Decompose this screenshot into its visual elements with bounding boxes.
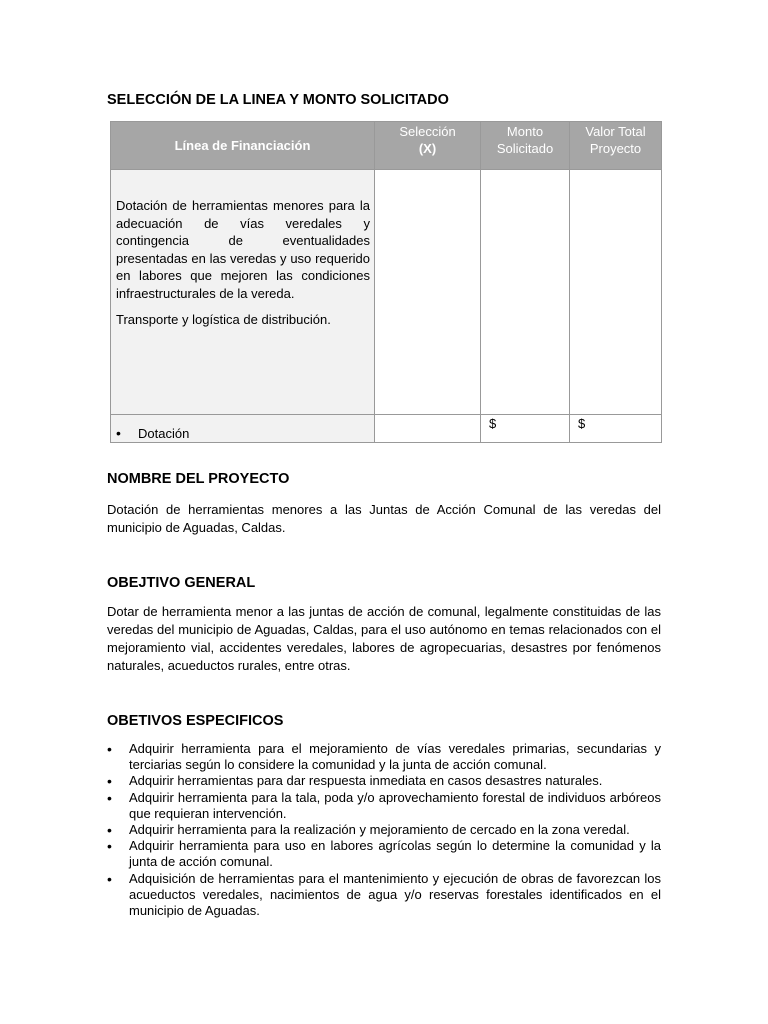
header-seleccion-x: (X) [418,141,437,156]
bullet-item-label: Dotación [138,426,190,441]
header-seleccion-label: Selección [399,124,456,139]
description-paragraph-1: Dotación de herramientas menores para la adecuación de vías veredales y contingencia de eventualidades presentadas en las veredas y uso requerido en labores que mejoren las condiciones infraestructurales de la vereda. [116,198,370,301]
list-item [107,838,661,870]
objective-text: Adquisición de herramientas para el mantenimiento y ejecución de obras de favorezcan los acueductos veredales, nacimientos de agua y/o reservas forestales identificados en el municipio de Aguadas. [129,870,661,919]
bullet-icon: • [116,425,121,441]
header-seleccion [375,122,481,170]
bullet-icon: • [107,789,112,806]
valor-cell-empty [570,170,662,415]
bullet-icon: • [107,822,112,839]
table-row-description [111,170,662,415]
bullet-cell [111,415,375,443]
list-item [107,741,661,773]
description-paragraph-2: Transporte y logística de distribución. [116,312,331,327]
selection-cell [375,170,481,415]
financing-table [110,121,662,443]
monto-value-cell: $ [481,415,570,443]
section-heading-objetivo-general: OBEJTIVO GENERAL [107,575,256,591]
section-heading-objetivos-especificos: OBETIVOS ESPECIFICOS [107,713,284,729]
selection-cell-dotacion [375,415,481,443]
list-item [116,425,374,442]
list-item [107,871,661,920]
section-heading-seleccion: SELECCIÓN DE LA LINEA Y MONTO SOLICITADO [107,92,449,108]
project-name-text: Dotación de herramientas menores a las Juntas de Acción Comunal de las veredas del municipio de Aguadas, Caldas. [107,502,661,535]
valor-value-cell: $ [570,415,662,443]
objective-text: Adquirir herramienta para la realización y mejoramiento de cercado en la zona veredal. [129,822,630,838]
objective-text: Adquirir herramientas para dar respuesta inmediata en casos desastres naturales. [129,773,603,789]
objective-text: Adquirir herramienta para uso en labores agrícolas según lo determine la comunidad y la junta de acción comunal. [129,838,661,870]
general-objective-text: Dotar de herramienta menor a las juntas de acción de comunal, legalmente constituidas de las veredas del municipio de Aguadas, Caldas, para el uso autónomo en temas relacionados con el mejoramiento vial, accidentes veredales, labores de agropecuarias, desastres por fenómenos naturales, acueductos rurales, entre otras. [107,604,661,673]
header-monto: Monto Solicitado [481,122,570,170]
section-heading-nombre: NOMBRE DEL PROYECTO [107,471,290,487]
bullet-icon: • [107,870,112,887]
bullet-icon: • [107,773,112,790]
specific-objectives-list [107,741,661,919]
monto-cell-empty [481,170,570,415]
list-item [107,822,661,838]
bullet-icon: • [107,741,112,757]
description-cell [111,170,375,415]
table-row-dotacion [111,415,662,443]
header-linea: Línea de Financiación [111,122,375,170]
objective-text: Adquirir herramienta para el mejoramiento de vías veredales primarias, secundarias y terciarias según lo considere la comunidad y la junta de acción comunal. [129,741,661,773]
table-header-row [111,122,662,170]
list-item [107,773,661,789]
bullet-icon: • [107,838,112,855]
header-valor: Valor Total Proyecto [570,122,662,170]
list-item [107,790,661,822]
objective-text: Adquirir herramienta para la tala, poda y/o aprovechamiento forestal de individuos arbóreos que requieran intervención. [129,789,661,821]
